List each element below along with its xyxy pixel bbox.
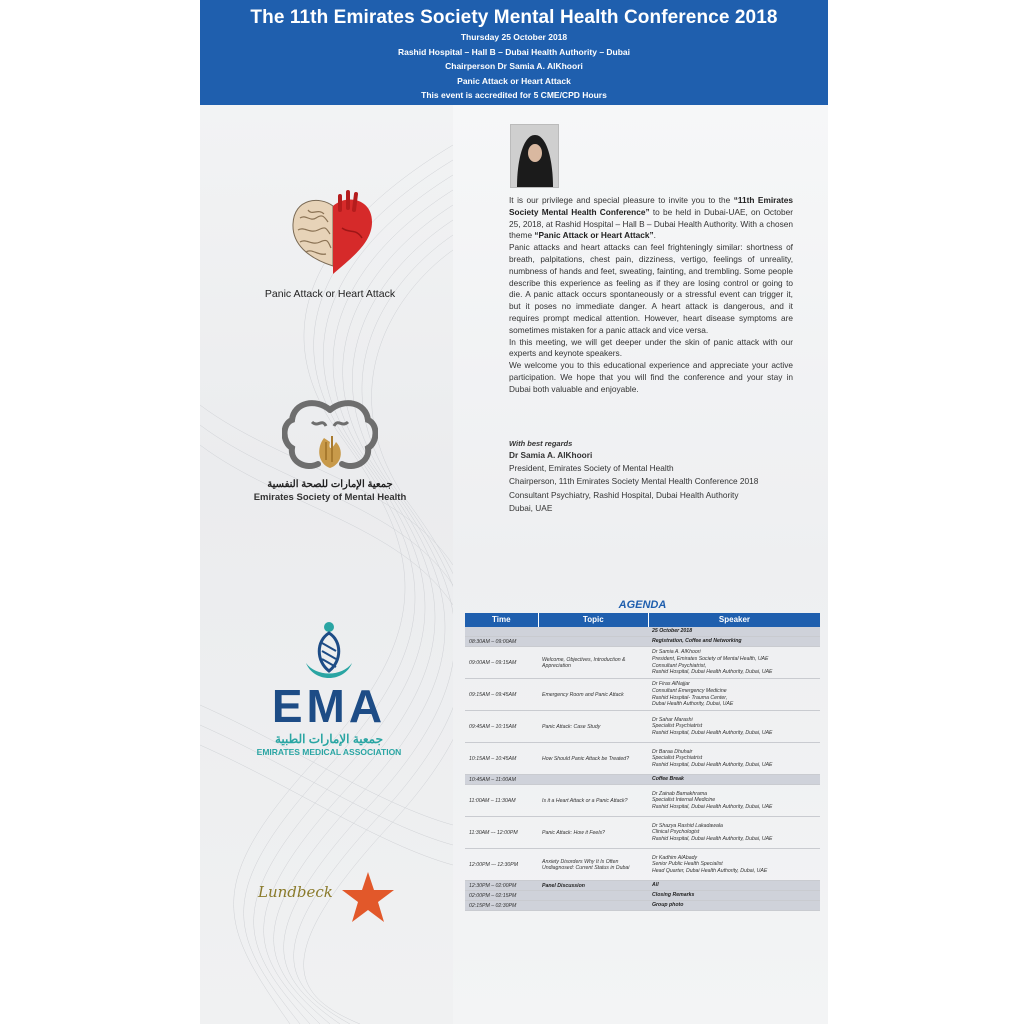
speaker-detail: President, Emirates Society of Mental Health, UAE (652, 655, 769, 662)
speaker-name: Dr Zainab Bamakhrama (652, 790, 708, 797)
agenda-topic: Emergency Room and Panic Attack (542, 691, 624, 698)
signatory-location: Dubai, UAE (509, 502, 553, 513)
agenda-time: 12:30PM – 02:00PM (469, 882, 517, 889)
speaker-name: 25 October 2018 (652, 628, 693, 635)
agenda-row (465, 881, 820, 891)
lundbeck-wordmark: Lundbeck (258, 883, 333, 901)
ema-arabic-name: جمعية الإمارات الطبية (274, 732, 384, 746)
invitation-letter (509, 195, 793, 396)
agenda-speaker (648, 882, 820, 889)
agenda-speaker (648, 892, 820, 899)
agenda-time: 11:00AM – 11:30AM (469, 797, 516, 804)
agenda-row (465, 817, 820, 849)
column-header-speaker: Speaker (718, 615, 751, 624)
agenda-time: 09:00AM – 09:15AM (469, 659, 517, 666)
agenda-speaker (648, 776, 820, 783)
agenda-title: AGENDA (618, 599, 667, 611)
agenda-topic: Panic Attack: Case Study (542, 723, 601, 730)
conference-poster (200, 0, 828, 1024)
speaker-name: Dr Samia A. AlKhoori (652, 649, 701, 656)
agenda-speaker (648, 902, 820, 909)
agenda-speaker (648, 791, 820, 811)
speaker-name: Dr Baraa Dhuhair (652, 748, 693, 755)
brain-outline-icon (282, 398, 378, 488)
speaker-name: Dr Kadhim AlAbady (652, 854, 698, 861)
agenda-time: 10:45AM – 11:00AM (469, 776, 516, 783)
agenda-speaker (648, 717, 820, 737)
signatory-title: President, Emirates Society of Mental Health (509, 463, 674, 474)
speaker-detail: Specialist Psychiatrist (652, 723, 703, 730)
event-theme: Panic Attack or Heart Attack (457, 75, 571, 86)
agenda-row (465, 849, 820, 881)
agenda-header-row (465, 613, 820, 627)
speaker-detail: Head Quarter, Dubai Health Authority, Dubai, UAE (652, 867, 768, 874)
agenda-row (465, 785, 820, 817)
letter-paragraph-3: In this meeting, we will get deeper under the skin of panic attack with our experts and keynote speakers. (509, 336, 793, 359)
speaker-name: All (652, 882, 659, 889)
event-venue: Rashid Hospital – Hall B – Dubai Health Authority – Dubai (397, 46, 631, 57)
heart-brain-icon (290, 188, 376, 278)
speaker-name: Dr Firas AlNajjar (652, 681, 690, 688)
speaker-detail: Consultant Psychiatrist, (652, 662, 707, 669)
speaker-name: Dr Sahar Marashi (652, 716, 693, 723)
poster-header (200, 0, 828, 105)
agenda-speaker (648, 823, 820, 843)
letter-text: . (653, 230, 656, 241)
agenda-topic: Panel Discussion (542, 882, 585, 889)
agenda-time: 08:30AM – 09:00AM (469, 638, 517, 645)
agenda-body (465, 627, 820, 911)
agenda-time: 09:15AM – 09:45AM (469, 691, 517, 698)
speaker-detail: Rashid Hospital- Trauma Center, (652, 694, 728, 701)
esmh-arabic-name: جمعية الإمارات للصحة النفسية (267, 479, 393, 490)
column-header-topic: Topic (539, 613, 649, 627)
conference-title: The 11th Emirates Society Mental Health Conference 2018 (250, 7, 778, 28)
speaker-name: Coffee Break (652, 776, 684, 783)
signatory-title: Consultant Psychiatry, Rashid Hospital, Dubai Health Authority (509, 489, 739, 500)
speaker-detail: Rashid Hospital, Dubai Health Authority, Dubai, UAE (652, 729, 773, 736)
speaker-name: Closing Remarks (652, 892, 695, 899)
agenda-time: 11:30AM –- 12:00PM (469, 829, 518, 836)
speaker-name: Group photo (652, 902, 684, 909)
agenda-row (465, 711, 820, 743)
ema-emblem-icon (304, 621, 354, 687)
agenda-speaker (648, 681, 820, 707)
speaker-detail: Consultant Emergency Medicine (652, 687, 727, 694)
letter-paragraph-1 (509, 195, 793, 242)
starfish-icon (340, 870, 396, 926)
esmh-caption: Emirates Society of Mental Health (253, 492, 407, 503)
agenda-row (465, 891, 820, 901)
signature-block (509, 438, 809, 515)
agenda-row (465, 901, 820, 911)
theme-emphasis: “Panic Attack or Heart Attack” (534, 230, 654, 241)
signatory-title: Chairperson, 11th Emirates Society Mental Health Conference 2018 (509, 476, 759, 487)
agenda-speaker (648, 638, 820, 645)
speaker-detail: Rashid Hospital, Dubai Health Authority, Dubai, UAE (652, 835, 773, 842)
agenda-topic: Anxiety Disorders Why It Is Often Undiagnosed: Current Status in Dubai (542, 858, 630, 871)
speaker-name: Registration, Coffee and Networking (652, 638, 742, 645)
column-header-time: Time (465, 613, 539, 627)
agenda-topic: Is it a Heart Attack or a Panic Attack? (542, 797, 628, 804)
agenda-row (465, 775, 820, 785)
speaker-detail: Specialist Psychiatrist (652, 755, 703, 762)
logo-column (200, 105, 453, 1024)
sign-off: With best regards (509, 439, 573, 448)
esmh-logo (282, 398, 378, 488)
speaker-detail: Clinical Psychologist (652, 829, 700, 836)
agenda-speaker (648, 749, 820, 769)
event-accreditation: This event is accredited for 5 CME/CPD Hours (421, 90, 607, 101)
agenda-time: 10:15AM – 10:45AM (469, 755, 517, 762)
letter-paragraph-2: Panic attacks and heart attacks can feel frighteningly similar: shortness of breath, palpitations, chest pain, dizziness, vertigo, feelings of unreality, numbness of hands and feet, sweating, fainting, and trembling. Some people describe this experience as feeling as if they are losing control or going to die. A panic attack occurs spontaneously or a stressful event can trigger it, but it poses no immediate danger. A heart attack is dangerous, and it requires prompt medical attention. However, heart disease symptoms are sometimes mistaken for a panic attack and vice versa. (509, 242, 793, 335)
speaker-detail: Specialist Internal Medicine (652, 797, 716, 804)
agenda-topic: Panic Attack: How it Feels? (542, 829, 605, 836)
agenda-time: 09:45AM – 10:15AM (469, 723, 517, 730)
heart-brain-logo (290, 188, 376, 278)
agenda-row (465, 637, 820, 647)
agenda-time: 02:15PM – 02:30PM (469, 902, 517, 909)
agenda-speaker (648, 855, 820, 875)
agenda-row (465, 627, 820, 637)
agenda-time: 02:00PM – 02:15PM (469, 892, 517, 899)
event-date: Thursday 25 October 2018 (460, 32, 568, 42)
agenda-table (465, 613, 820, 911)
agenda-row (465, 647, 820, 679)
conference-name-emphasis: “11th Emirates Society Mental Health Conference” (509, 195, 793, 217)
agenda-topic: Welcome, Objectives, Introduction & Appreciation (542, 656, 626, 669)
letter-text: to be held in Dubai-UAE, on October 25, 2018, at Rashid Hospital – Hall B – Dubai Health Authority. With a chosen theme (509, 206, 793, 241)
speaker-detail: Rashid Hospital, Dubai Health Authority, Dubai, UAE (652, 669, 773, 676)
signatory-name: Dr Samia A. AlKhoori (509, 450, 593, 460)
agenda-row (465, 679, 820, 711)
heart-brain-caption: Panic Attack or Heart Attack (264, 288, 396, 300)
letter-text: It is our privilege and special pleasure to invite you to the (509, 195, 734, 205)
portrait-icon (511, 125, 558, 187)
agenda-time: 12:00PM –- 12:30PM (469, 861, 519, 868)
speaker-detail: Dubai Health Authority, Dubai, UAE (652, 701, 734, 708)
ema-caption: EMIRATES MEDICAL ASSOCIATION (256, 747, 402, 757)
speaker-detail: Rashid Hospital, Dubai Health Authority, Dubai, UAE (652, 803, 773, 810)
agenda-speaker (648, 649, 820, 675)
chairperson-photo (510, 124, 559, 188)
agenda-topic: How Should Panic Attack be Treated? (542, 755, 630, 762)
agenda-speaker (648, 628, 820, 635)
speaker-name: Dr Shazya Rashid Lakadawala (652, 822, 723, 829)
event-chairperson: Chairperson Dr Samia A. AlKhoori (445, 61, 583, 72)
speaker-detail: Rashid Hospital, Dubai Health Authority, Dubai, UAE (652, 761, 773, 768)
speaker-detail: Senior Public Health Specialist (652, 861, 723, 868)
ema-letters: EMA (271, 680, 387, 732)
letter-paragraph-4: We welcome you to this educational experience and appreciate your active participation. We hope that you will find the conference and your stay in Dubai both valuable and enjoyable. (509, 360, 793, 394)
ema-emblem (304, 621, 354, 687)
agenda-row (465, 743, 820, 775)
